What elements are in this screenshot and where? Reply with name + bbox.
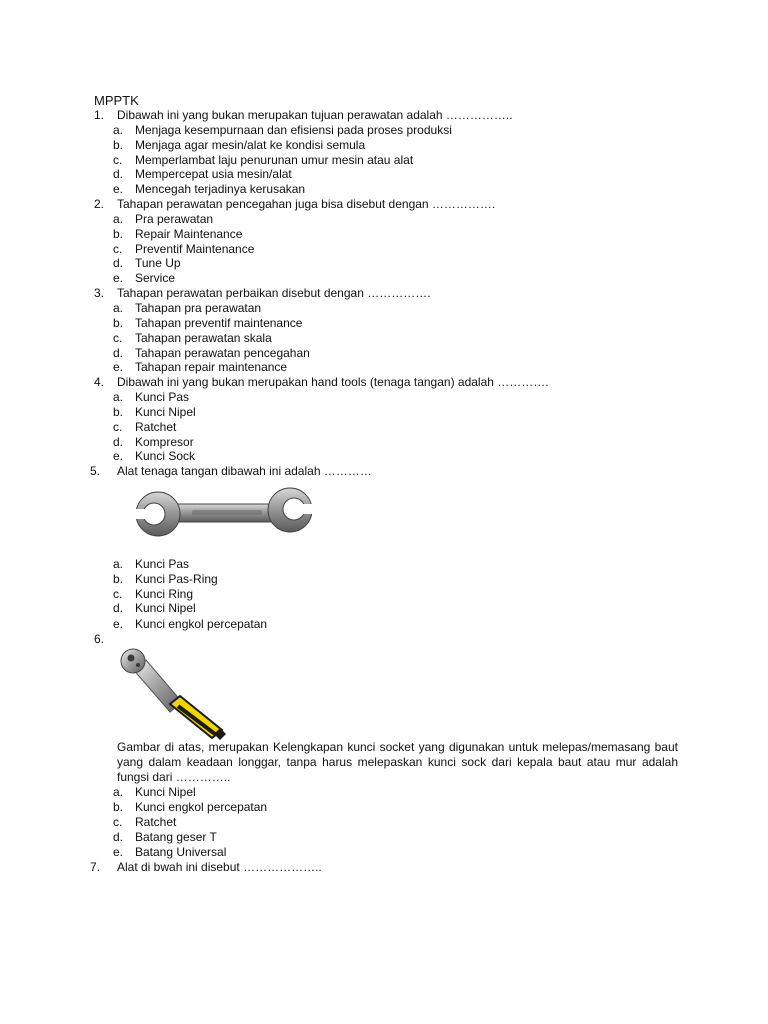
option-letter: d. — [113, 346, 124, 360]
question-text: Alat di bwah ini disebut ……………….. — [117, 860, 322, 874]
question-number: 4. — [94, 375, 105, 389]
option-text: Repair Maintenance — [135, 227, 243, 241]
option-letter: d. — [113, 435, 124, 449]
option-text: Tahapan pra perawatan — [135, 301, 262, 315]
option-text: Tahapan preventif maintenance — [135, 316, 303, 330]
option-text: Kunci Ring — [135, 587, 194, 601]
option-letter: a. — [113, 390, 124, 404]
option-text: Mencegah terjadinya kerusakan — [135, 182, 306, 196]
ratchet-handle-icon — [116, 646, 228, 743]
option-text: Kunci Pas — [135, 390, 190, 404]
option-letter: d. — [113, 167, 124, 181]
option-letter: b. — [113, 800, 124, 814]
option-letter: c. — [113, 331, 123, 345]
option-text: Kunci Pas-Ring — [135, 572, 218, 586]
option-letter: b. — [113, 227, 124, 241]
option-text: Memperlambat laju penurunan umur mesin atau alat — [135, 153, 414, 167]
option-letter: a. — [113, 785, 124, 799]
question-number: 6. — [94, 632, 105, 646]
option-letter: a. — [113, 301, 124, 315]
option-letter: c. — [113, 420, 123, 434]
option-text: Tahapan perawatan pencegahan — [135, 346, 310, 360]
option-text: Tahapan repair maintenance — [135, 360, 288, 374]
question-number: 5. — [90, 464, 101, 478]
option-text: Pra perawatan — [135, 212, 214, 226]
question-number: 1. — [94, 108, 105, 122]
question-text: Tahapan perawatan pencegahan juga bisa disebut dengan ……………. — [117, 197, 496, 211]
document-title: MPPTK — [94, 93, 139, 108]
option-letter: a. — [113, 212, 124, 226]
option-letter: e. — [113, 617, 124, 631]
option-letter: e. — [113, 449, 124, 463]
question-text: Dibawah ini yang bukan merupakan hand tools (tenaga tangan) adalah …………. — [117, 375, 549, 389]
question-number: 7. — [90, 860, 101, 874]
option-letter: c. — [113, 153, 123, 167]
option-text: Mempercepat usia mesin/alat — [135, 167, 292, 181]
option-text: Ratchet — [135, 815, 177, 829]
option-letter: e. — [113, 845, 124, 859]
option-text: Kompresor — [135, 435, 194, 449]
option-letter: c. — [113, 587, 123, 601]
option-letter: a. — [113, 123, 124, 137]
question-text: Dibawah ini yang bukan merupakan tujuan perawatan adalah …………….. — [117, 108, 513, 122]
option-text: Menjaga agar mesin/alat ke kondisi semula — [135, 138, 366, 152]
option-letter: d. — [113, 601, 124, 615]
option-text: Kunci Pas — [135, 557, 190, 571]
option-text: Ratchet — [135, 420, 177, 434]
option-text: Kunci Sock — [135, 449, 196, 463]
option-text: Kunci Nipel — [135, 785, 196, 799]
option-letter: d. — [113, 830, 124, 844]
option-letter: a. — [113, 557, 124, 571]
option-text: Kunci engkol percepatan — [135, 800, 268, 814]
question-number: 2. — [94, 197, 105, 211]
option-text: Preventif Maintenance — [135, 242, 255, 256]
option-letter: c. — [113, 242, 123, 256]
option-letter: e. — [113, 271, 124, 285]
option-text: Kunci engkol percepatan — [135, 617, 268, 631]
option-text: Batang Universal — [135, 845, 227, 859]
option-text: Kunci Nipel — [135, 601, 196, 615]
option-letter: b. — [113, 316, 124, 330]
option-letter: b. — [113, 138, 124, 152]
question-text: Alat tenaga tangan dibawah ini adalah ………… — [117, 464, 372, 478]
option-text: Tune Up — [135, 256, 181, 270]
option-text: Service — [135, 271, 176, 285]
question-number: 3. — [94, 286, 105, 300]
option-letter: e. — [113, 182, 124, 196]
question-text: Gambar di atas, merupakan Kelengkapan kunci socket yang digunakan untuk melepas/memasang baut yang dalam keadaan longgar, tanpa harus melepaskan kunci sock dari kepala baut atau mur adalah fungsi dari ………….. — [117, 740, 678, 784]
option-letter: c. — [113, 815, 123, 829]
option-letter: b. — [113, 405, 124, 419]
option-letter: d. — [113, 256, 124, 270]
option-text: Batang geser T — [135, 830, 217, 844]
option-letter: e. — [113, 360, 124, 374]
question-text: Tahapan perawatan perbaikan disebut dengan ……………. — [117, 286, 431, 300]
flare-nut-wrench-icon — [134, 484, 314, 547]
option-letter: b. — [113, 572, 124, 586]
option-text: Menjaga kesempurnaan dan efisiensi pada proses produksi — [135, 123, 452, 137]
option-text: Tahapan perawatan skala — [135, 331, 272, 345]
option-text: Kunci Nipel — [135, 405, 196, 419]
